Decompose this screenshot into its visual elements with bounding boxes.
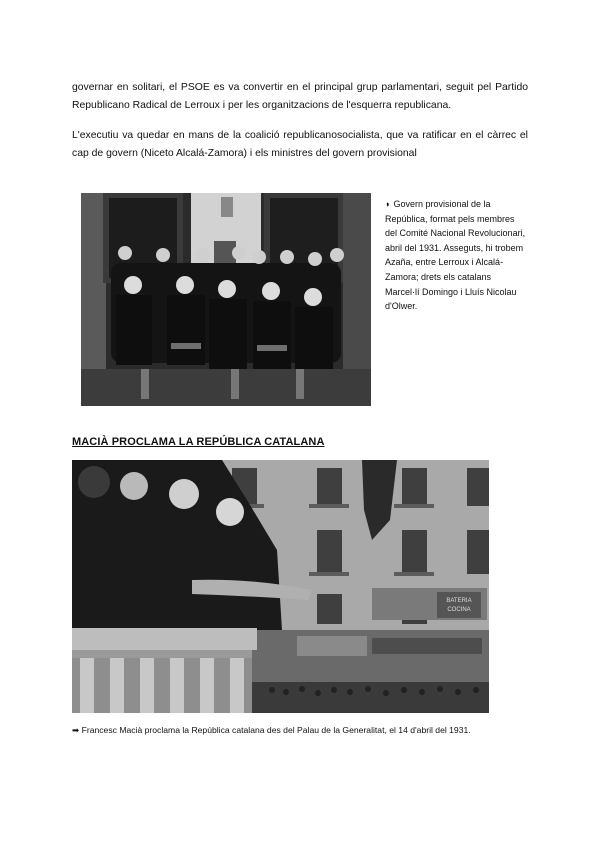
macia-proclamation-photo xyxy=(72,460,489,713)
shop-sign-text: COCINA xyxy=(447,607,471,613)
provisional-government-photo xyxy=(81,193,371,406)
figure-caption-text: Govern provisional de la República, format pels membres del Comité Nacional Revolucionari, abril del 1931. Asseguts, hi trobem Azaña, entre Lerroux i Alcalá-Zamora; drets els catalans Marcel·lí Domingo i Lluís Nicolau d'Olwer. xyxy=(385,199,526,312)
shop-sign-text: BATERIA xyxy=(446,598,472,604)
figure-caption xyxy=(385,197,527,314)
body-paragraph: governar en solitari, el PSOE es va convertir en el principal grup parlamentari, seguit pel Partido Republicano Radical de Lerroux i per les organitzacions de l'esquerra republicana. xyxy=(72,82,528,112)
half-circle-bullet-icon: ◗ xyxy=(385,199,391,209)
section-heading: MACIÀ PROCLAMA LA REPÚBLICA CATALANA xyxy=(72,436,325,448)
body-paragraph: L'executiu va quedar en mans de la coalició republicanosocialista, que va ratificar en el càrrec el cap de govern (Niceto Alcalá-Zamora) i els ministres del govern provisional xyxy=(72,130,528,160)
figure-caption-text: Francesc Macià proclama la República catalana des del Palau de la Generalitat, el 14 d'abril del 1931. xyxy=(81,725,471,735)
figure-caption xyxy=(72,723,542,737)
right-arrow-bullet-icon: ➡ xyxy=(72,725,80,735)
